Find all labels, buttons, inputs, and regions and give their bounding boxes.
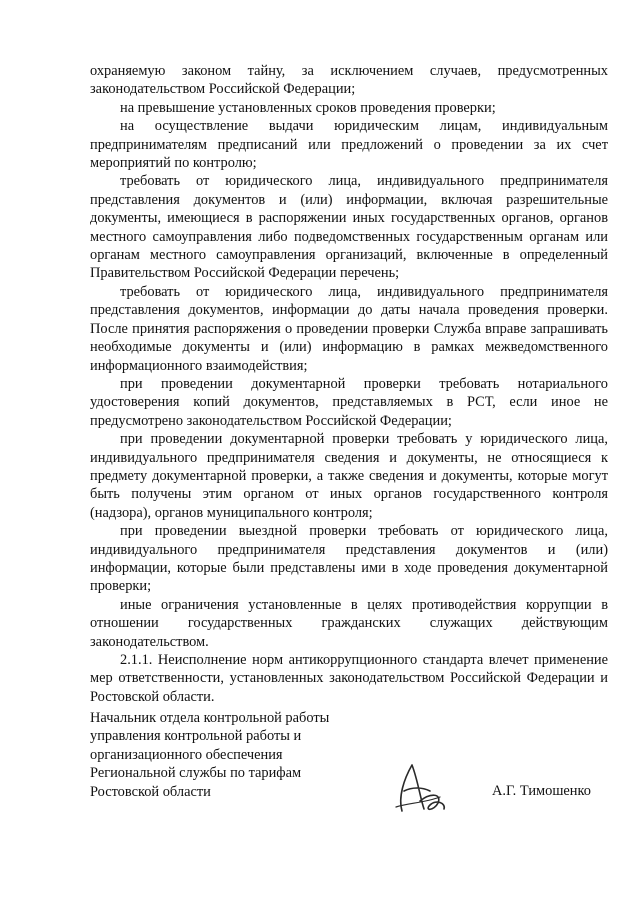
paragraph: требовать от юридического лица, индивидуального предпринимателя представления документов и (или) информации, включая разрешительные документы, имеющиеся в распоряжении иных государственных органов, органов местного самоуправления либо подведомственных государственным органам или органам местного самоуправления организаций, включенные в определенный Правительством Российской Федерации перечень; bbox=[90, 173, 608, 282]
signature-block bbox=[90, 709, 610, 801]
signatory-title-line: Начальник отдела контрольной работы bbox=[90, 710, 330, 726]
paragraph: на превышение установленных сроков проведения проверки; bbox=[120, 99, 496, 116]
paragraph: иные ограничения установленные в целях противодействия коррупции в отношении государственных гражданских служащих действующим законодательством. bbox=[90, 596, 608, 650]
paragraph: 2.1.1. Неисполнение норм антикоррупционного стандарта влечет применение мер ответственности, установленных законодательством Российской Федерации и Ростовской области. bbox=[90, 652, 608, 705]
signatory-name: А.Г. Тимошенко bbox=[492, 783, 591, 799]
handwritten-signature-icon bbox=[390, 757, 450, 817]
paragraph: требовать от юридического лица, индивидуального предпринимателя представления документов, информации до даты начала проведения проверки. После принятия распоряжения о проведении проверки Служба вправе запрашивать необходимые документы и (или) информацию в рамках межведомственного информационного взаимодействия; bbox=[90, 283, 608, 374]
paragraph: при проведении документарной проверки требовать нотариального удостоверения копий документов, представляемых в РСТ, если иное не предусмотрено законодательством Российской Федерации; bbox=[90, 375, 608, 429]
signatory-title-line: организационного обеспечения bbox=[90, 746, 283, 763]
document-body bbox=[90, 62, 608, 706]
signatory-title-line: Региональной службы по тарифам bbox=[90, 765, 302, 782]
paragraph: на осуществление выдачи юридическим лицам, индивидуальным предпринимателям предписаний или предложений о проведении за их счет мероприятий по контролю; bbox=[90, 118, 608, 172]
signatory-title-line: Ростовской области bbox=[90, 783, 211, 800]
paragraph: при проведении выездной проверки требовать от юридического лица, индивидуального предпринимателя представления документов и (или) информации, которые были представлены ими в ходе проведения документарной проверки; bbox=[90, 523, 608, 595]
paragraph: при проведении документарной проверки требовать у юридического лица, индивидуального предпринимателя сведения и документы, не относящиеся к предмету документарной проверки, а также сведения и документы, которые могут быть получены этим органом от иных органов государственного контроля (надзора), органов муниципального контроля; bbox=[90, 431, 608, 521]
paragraph: охраняемую законом тайну, за исключением случаев, предусмотренных законодательством Российской Федерации; bbox=[90, 63, 608, 98]
signatory-title-line: управления контрольной работы и bbox=[90, 728, 302, 745]
